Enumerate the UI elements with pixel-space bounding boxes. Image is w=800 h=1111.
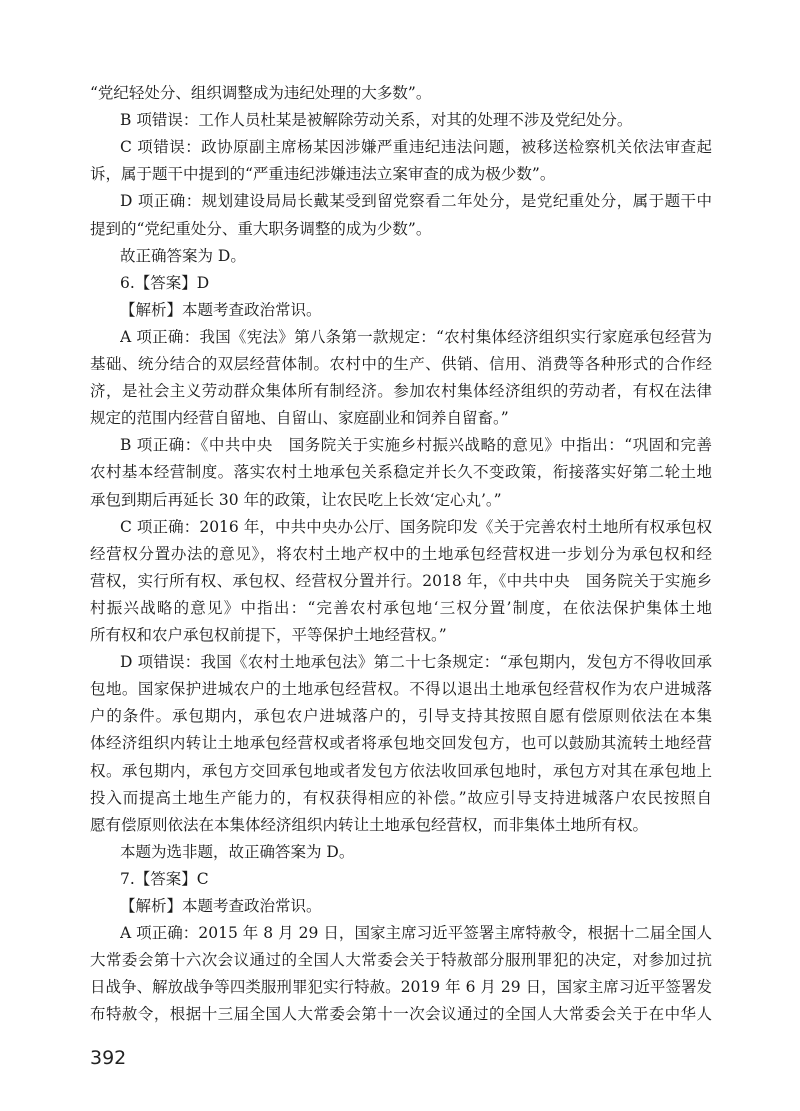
text-line: 经营权分置办法的意见》，将农村土地产权中的土地承包经营权进一步划分为承包权和经 bbox=[90, 544, 712, 563]
text-line: 村振兴战略的意见》中指出：“完善农村承包地‘三权分置’制度，在依法保护集体土地 bbox=[90, 598, 712, 617]
text-line: 提到的“党纪重处分、重大职务调整的成为少数”。 bbox=[90, 219, 432, 238]
text-line: 6.【答案】D bbox=[120, 273, 210, 292]
text-line: 权。承包期内，承包方交回承包地或者发包方依法收回承包地时，承包方对其在承包地上 bbox=[90, 761, 712, 780]
text-line: 故正确答案为 D。 bbox=[120, 246, 246, 265]
text-line: 愿有偿原则依法在本集体经济组织内转让土地承包经营权，而非集体土地所有权。 bbox=[90, 815, 649, 834]
text-line: 体经济组织内转让土地承包经营权或者将承包地交回发包方，也可以鼓励其流转土地经营 bbox=[90, 734, 712, 753]
text-line: 所有权和农户承包权前提下，平等保护土地经营权。” bbox=[90, 626, 447, 644]
text-line: 本题为选非题，故正确答案为 D。 bbox=[120, 842, 355, 861]
page-number: 392 bbox=[90, 1047, 127, 1069]
text-line: 规定的范围内经营自留地、自留山、家庭副业和饲养自留畜。” bbox=[90, 409, 509, 428]
text-line: D 项正确：规划建设局局长戴某受到留党察看二年处分，是党纪重处分，属于题干中 bbox=[120, 192, 712, 211]
text-line: 基础、统分结合的双层经营体制。农村中的生产、供销、信用、消费等各种形式的合作经 bbox=[90, 355, 712, 373]
text-line: 日战争、解放战争等四类服刑罪犯实行特赦。2019 年 6 月 29 日，国家主席习近平签署发 bbox=[90, 978, 712, 997]
text-line: 大常委会第十六次会议通过的全国人大常委会关于特赦部分服刑罪犯的决定，对参加过抗 bbox=[90, 951, 712, 970]
text-line: A 项正确：2015 年 8 月 29 日，国家主席习近平签署主席特赦令，根据十二届全国人 bbox=[120, 924, 712, 943]
text-line: 营权，实行所有权、承包权、经营权分置并行。2018 年，《中共中央 国务院关于实施乡 bbox=[90, 571, 712, 590]
text-line: 农村基本经营制度。落实农村土地承包关系稳定并长久不变政策，衔接落实好第二轮土地 bbox=[90, 463, 712, 482]
text-line: B 项错误：工作人员杜某是被解除劳动关系，对其的处理不涉及党纪处分。 bbox=[120, 111, 633, 130]
text-line: 布特赦令，根据十三届全国人大常委会第十一次会议通过的全国人大常委会关于在中华人 bbox=[90, 1005, 712, 1024]
text-line: B 项正确：《中共中央 国务院关于实施乡村振兴战略的意见》中指出：“巩固和完善 bbox=[120, 436, 712, 455]
text-line: 承包到期后再延长 30 年的政策，让农民吃上长效‘定心丸’。” bbox=[90, 490, 502, 509]
text-line: 济，是社会主义劳动群众集体所有制经济。参加农村集体经济组织的劳动者，有权在法律 bbox=[90, 382, 712, 401]
text-line: 投入而提高土地生产能力的，有权获得相应的补偿。”故应引导支持进城落户农民按照自 bbox=[90, 788, 712, 807]
text-line: 【解析】本题考查政治常识。 bbox=[120, 897, 322, 915]
text-line: 诉，属于题干中提到的“严重违纪涉嫌违法立案审查的成为极少数”。 bbox=[90, 165, 556, 184]
text-line: 包地。国家保护进城农户的土地承包经营权。不得以退出土地承包经营权作为农户进城落 bbox=[90, 680, 712, 699]
text-line: 7.【答案】C bbox=[120, 869, 209, 888]
text-line: 户的条件。承包期内，承包农户进城落户的，引导支持其按照自愿有偿原则依法在本集 bbox=[90, 707, 712, 726]
text-line: C 项正确：2016 年，中共中央办公厅、国务院印发《关于完善农村土地所有权承包权 bbox=[120, 517, 712, 536]
text-line: 【解析】本题考查政治常识。 bbox=[120, 300, 322, 319]
text-line: A 项正确：我国《宪法》第八条第一款规定：“农村集体经济组织实行家庭承包经营为 bbox=[120, 327, 712, 346]
text-line: “党纪轻处分、组织调整成为违纪处理的大多数”。 bbox=[90, 84, 432, 102]
text-line: C 项错误：政协原副主席杨某因涉嫌严重违纪违法问题，被移送检察机关依法审查起 bbox=[120, 138, 712, 157]
text-line: D 项错误：我国《农村土地承包法》第二十七条规定：“承包期内，发包方不得收回承 bbox=[120, 653, 712, 672]
